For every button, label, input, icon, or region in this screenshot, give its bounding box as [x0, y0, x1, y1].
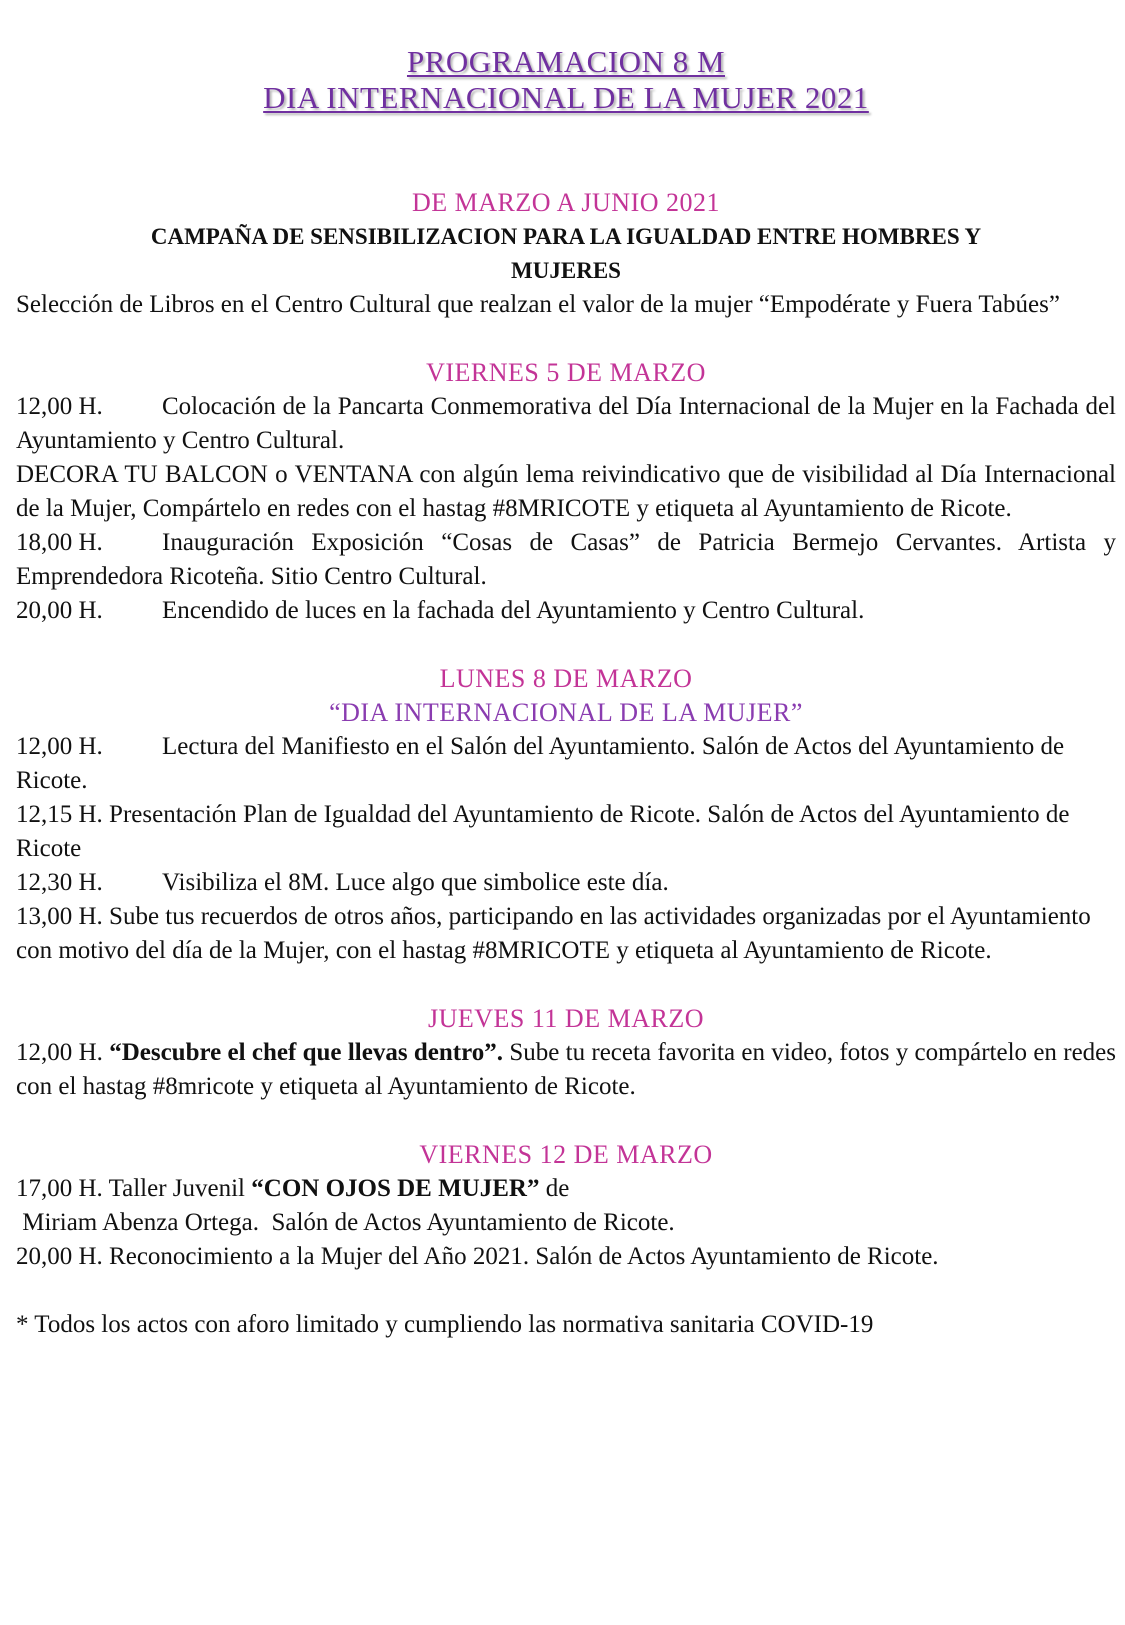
event-text: Lectura del Manifiesto en el Salón del Ayuntamiento. Salón de Actos del Ayuntamiento de Ricote. — [16, 733, 1065, 794]
section-viernes-12 — [16, 1138, 1116, 1274]
section-viernes-5 — [16, 356, 1116, 628]
event-item — [16, 730, 1116, 798]
document-title-line2: DIA INTERNACIONAL DE LA MUJER 2021 — [263, 80, 869, 115]
document-page — [16, 0, 1116, 1342]
event-time: 18,00 H. — [16, 529, 103, 556]
section-subheading: “DIA INTERNACIONAL DE LA MUJER” — [329, 698, 803, 727]
event-item — [16, 866, 1116, 900]
section-campaign — [16, 186, 1116, 322]
event-text: Encendido de luces en la fachada del Ayuntamiento y Centro Cultural. — [162, 597, 865, 624]
event-text: Visibiliza el 8M. Luce algo que simbolice este día. — [162, 869, 669, 896]
event-item — [16, 594, 1116, 628]
event-time: 12,00 H. — [16, 393, 103, 420]
event-text: Colocación de la Pancarta Conmemorativa del Día Internacional de la Mujer en la Fachada del Ayuntamiento y Centro Cultural. — [16, 393, 1116, 454]
event-item-continuation: Miriam Abenza Ortega. Salón de Actos Ayuntamiento de Ricote. — [16, 1209, 675, 1236]
event-text: de — [539, 1175, 570, 1202]
event-item — [16, 1172, 1116, 1206]
event-title: “Descubre el chef que llevas dentro”. — [109, 1039, 503, 1066]
section-heading: VIERNES 12 DE MARZO — [419, 1140, 713, 1169]
event-item: 20,00 H. Reconocimiento a la Mujer del Año 2021. Salón de Actos Ayuntamiento de Ricote. — [16, 1243, 939, 1270]
event-text: 17,00 H. Taller Juvenil — [16, 1175, 252, 1202]
event-item: DECORA TU BALCON o VENTANA con algún lema reivindicativo que de visibilidad al Día Internacional de la Mujer, Compártelo en redes con el hastag #8MRICOTE y etiqueta al Ayuntamiento de Ricote. — [16, 461, 1116, 522]
section-heading: JUEVES 11 DE MARZO — [428, 1004, 704, 1033]
campaign-title-line2: MUJERES — [511, 258, 621, 283]
event-item — [16, 390, 1116, 458]
footer-note: * Todos los actos con aforo limitado y cumpliendo las normativa sanitaria COVID-19 — [16, 1311, 874, 1338]
event-time: 12,00 H. — [16, 733, 103, 760]
document-title-line1: PROGRAMACION 8 M — [406, 44, 726, 79]
event-item — [16, 526, 1116, 594]
section-jueves-11 — [16, 1002, 1116, 1104]
event-time: 12,30 H. — [16, 869, 103, 896]
section-lunes-8 — [16, 662, 1116, 968]
section-heading: VIERNES 5 DE MARZO — [426, 358, 706, 387]
event-time: 12,00 H. — [16, 1039, 110, 1066]
event-time: 20,00 H. — [16, 597, 103, 624]
event-text: Inauguración Exposición “Cosas de Casas” de Patricia Bermejo Cervantes. Artista y Emprendedora Ricoteña. Sitio Centro Cultural. — [16, 529, 1116, 590]
campaign-text: Selección de Libros en el Centro Cultural que realzan el valor de la mujer “Empodérate y Fuera Tabúes” — [16, 291, 1060, 318]
section-heading: DE MARZO A JUNIO 2021 — [411, 188, 721, 217]
event-title: “CON OJOS DE MUJER” — [251, 1175, 540, 1202]
event-item: 13,00 H. Sube tus recuerdos de otros años, participando en las actividades organizadas por el Ayuntamiento con motivo del día de la Mujer, con el hastag #8MRICOTE y etiqueta al Ayuntamiento de Ricote. — [16, 903, 1091, 964]
campaign-title-line1: CAMPAÑA DE SENSIBILIZACION PARA LA IGUALDAD ENTRE HOMBRES Y — [150, 224, 982, 249]
section-heading: LUNES 8 DE MARZO — [439, 664, 693, 693]
event-item — [16, 1036, 1116, 1104]
event-item: 12,15 H. Presentación Plan de Igualdad del Ayuntamiento de Ricote. Salón de Actos del Ayuntamiento de Ricote — [16, 801, 1070, 862]
event-text: Sube tu receta favorita en video, fotos y compártelo en redes con el hastag #8mricote y etiqueta al Ayuntamiento de Ricote. — [16, 1039, 1116, 1100]
